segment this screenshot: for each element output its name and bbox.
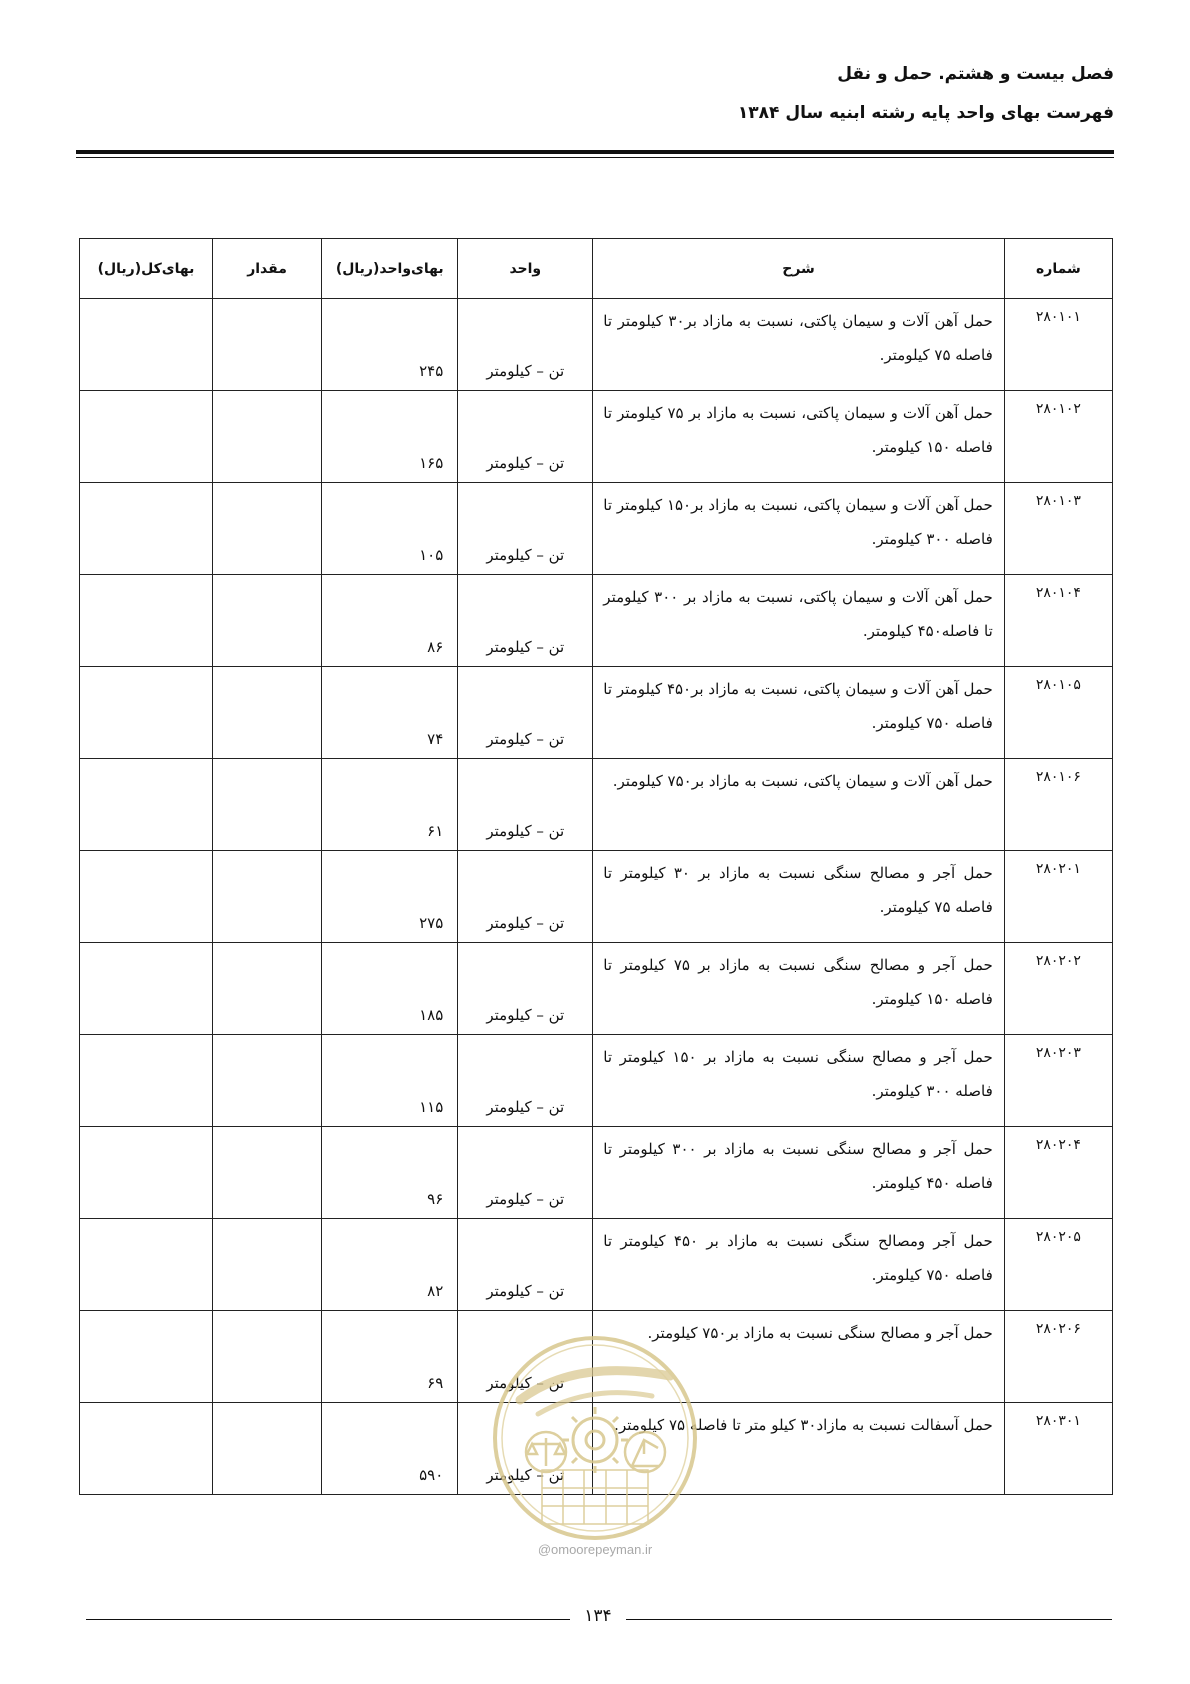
item-total-price [80, 943, 213, 1035]
item-unit: تن – کیلومتر [458, 667, 593, 759]
item-unit: تن – کیلومتر [458, 1127, 593, 1219]
column-header-quantity: مقدار [212, 239, 321, 299]
item-number: ۲۸۰۱۰۵ [1004, 667, 1112, 759]
table-row [80, 759, 1113, 851]
item-description: حمل آجر و مصالح سنگی نسبت به مازاد بر۷۵۰ کیلومتر. [593, 1311, 1004, 1403]
item-description: حمل آجر و مصالح سنگی نسبت به مازاد بر ۳۰۰ کیلومتر تا فاصله ۴۵۰ کیلومتر. [593, 1127, 1004, 1219]
item-unit: تن – کیلومتر [458, 575, 593, 667]
column-header-unit: واحد [458, 239, 593, 299]
item-unit-price: ۲۷۵ [322, 851, 458, 943]
table-header-row [80, 239, 1113, 299]
item-number: ۲۸۰۲۰۴ [1004, 1127, 1112, 1219]
item-unit-price: ۱۰۵ [322, 483, 458, 575]
chapter-title: فصل بیست و هشتم. حمل و نقل [837, 64, 1114, 84]
item-quantity [212, 943, 321, 1035]
item-total-price [80, 759, 213, 851]
item-total-price [80, 391, 213, 483]
item-unit-price: ۱۱۵ [322, 1035, 458, 1127]
item-unit-price: ۱۸۵ [322, 943, 458, 1035]
item-unit: تن – کیلومتر [458, 759, 593, 851]
item-quantity [212, 667, 321, 759]
table-row [80, 575, 1113, 667]
item-unit: تن – کیلومتر [458, 299, 593, 391]
item-number: ۲۸۰۲۰۱ [1004, 851, 1112, 943]
item-total-price [80, 1311, 213, 1403]
footer-rule-left [86, 1619, 570, 1620]
item-quantity [212, 759, 321, 851]
item-number: ۲۸۰۲۰۶ [1004, 1311, 1112, 1403]
item-unit-price: ۲۴۵ [322, 299, 458, 391]
item-unit-price: ۸۲ [322, 1219, 458, 1311]
item-quantity [212, 575, 321, 667]
item-description: حمل آسفالت نسبت به مازاد۳۰ کیلو متر تا فاصله ۷۵ کیلومتر. [593, 1403, 1004, 1495]
item-description: حمل آجر ومصالح سنگی نسبت به مازاد بر ۴۵۰ کیلومتر تا فاصله ۷۵۰ کیلومتر. [593, 1219, 1004, 1311]
item-description: حمل آجر و مصالح سنگی نسبت به مازاد بر ۷۵ کیلومتر تا فاصله ۱۵۰ کیلومتر. [593, 943, 1004, 1035]
item-unit-price: ۶۹ [322, 1311, 458, 1403]
logo-building-grid [542, 1470, 648, 1524]
page-number: ۱۳۴ [584, 1606, 612, 1626]
item-number: ۲۸۰۱۰۲ [1004, 391, 1112, 483]
table-row [80, 391, 1113, 483]
item-quantity [212, 1127, 321, 1219]
item-description: حمل آهن آلات و سیمان پاکتی، نسبت به مازاد بر ۳۰۰ کیلومتر تا فاصله۴۵۰ کیلومتر. [593, 575, 1004, 667]
item-total-price [80, 667, 213, 759]
item-number: ۲۸۰۲۰۳ [1004, 1035, 1112, 1127]
item-description: حمل آهن آلات و سیمان پاکتی، نسبت به مازاد بر۳۰ کیلومتر تا فاصله ۷۵ کیلومتر. [593, 299, 1004, 391]
column-header-unit-price: بهای‌واحد(ریال) [322, 239, 458, 299]
item-total-price [80, 299, 213, 391]
gear-icon [562, 1407, 628, 1473]
column-header-total-price: بهای‌کل(ریال) [80, 239, 213, 299]
item-total-price [80, 483, 213, 575]
price-list-table [79, 238, 1113, 1495]
item-quantity [212, 1035, 321, 1127]
item-quantity [212, 1219, 321, 1311]
table-row [80, 483, 1113, 575]
item-unit-price: ۱۶۵ [322, 391, 458, 483]
item-total-price [80, 575, 213, 667]
item-unit: تن – کیلومتر [458, 943, 593, 1035]
item-total-price [80, 851, 213, 943]
crane-icon [625, 1432, 665, 1472]
item-unit: تن – کیلومتر [458, 1311, 593, 1403]
table-row [80, 943, 1113, 1035]
item-quantity [212, 391, 321, 483]
item-unit-price: ۷۴ [322, 667, 458, 759]
item-number: ۲۸۰۱۰۴ [1004, 575, 1112, 667]
item-number: ۲۸۰۲۰۵ [1004, 1219, 1112, 1311]
item-number: ۲۸۰۱۰۳ [1004, 483, 1112, 575]
item-unit: تن – کیلومتر [458, 1403, 593, 1495]
item-total-price [80, 1219, 213, 1311]
document-subtitle: فهرست بهای واحد پایه رشته ابنیه سال ۱۳۸۴ [737, 103, 1114, 123]
item-quantity [212, 851, 321, 943]
item-description: حمل آهن آلات و سیمان پاکتی، نسبت به مازاد بر۴۵۰ کیلومتر تا فاصله ۷۵۰ کیلومتر. [593, 667, 1004, 759]
item-number: ۲۸۰۱۰۱ [1004, 299, 1112, 391]
item-description: حمل آهن آلات و سیمان پاکتی، نسبت به مازاد بر ۷۵ کیلومتر تا فاصله ۱۵۰ کیلومتر. [593, 391, 1004, 483]
table-row [80, 667, 1113, 759]
column-header-number: شماره [1004, 239, 1112, 299]
column-header-description: شرح [593, 239, 1004, 299]
table-row [80, 851, 1113, 943]
item-description: حمل آهن آلات و سیمان پاکتی، نسبت به مازاد بر۷۵۰ کیلومتر. [593, 759, 1004, 851]
table-row [80, 1035, 1113, 1127]
watermark-url: @omoorepeyman.ir [537, 1542, 653, 1557]
item-unit: تن – کیلومتر [458, 851, 593, 943]
item-description: حمل آهن آلات و سیمان پاکتی، نسبت به مازاد بر۱۵۰ کیلومتر تا فاصله ۳۰۰ کیلومتر. [593, 483, 1004, 575]
item-description: حمل آجر و مصالح سنگی نسبت به مازاد بر ۳۰ کیلومتر تا فاصله ۷۵ کیلومتر. [593, 851, 1004, 943]
item-quantity [212, 299, 321, 391]
footer-rule-right [626, 1619, 1112, 1620]
item-unit: تن – کیلومتر [458, 391, 593, 483]
item-unit: تن – کیلومتر [458, 483, 593, 575]
item-total-price [80, 1035, 213, 1127]
table-row [80, 1127, 1113, 1219]
item-total-price [80, 1127, 213, 1219]
page-header [738, 62, 1114, 125]
item-quantity [212, 483, 321, 575]
item-number: ۲۸۰۳۰۱ [1004, 1403, 1112, 1495]
table-row [80, 299, 1113, 391]
item-quantity [212, 1311, 321, 1403]
item-unit-price: ۸۶ [322, 575, 458, 667]
item-total-price [80, 1403, 213, 1495]
item-unit: تن – کیلومتر [458, 1219, 593, 1311]
item-description: حمل آجر و مصالح سنگی نسبت به مازاد بر ۱۵۰ کیلومتر تا فاصله ۳۰۰ کیلومتر. [593, 1035, 1004, 1127]
header-rule-thick [76, 150, 1114, 154]
item-quantity [212, 1403, 321, 1495]
item-number: ۲۸۰۲۰۲ [1004, 943, 1112, 1035]
item-unit: تن – کیلومتر [458, 1035, 593, 1127]
table-row [80, 1219, 1113, 1311]
omoorepeyman-watermark-logo [480, 1330, 710, 1560]
item-unit-price: ۵۹۰ [322, 1403, 458, 1495]
header-rule-thin [76, 157, 1114, 158]
item-unit-price: ۹۶ [322, 1127, 458, 1219]
item-unit-price: ۶۱ [322, 759, 458, 851]
scales-of-justice-icon [526, 1432, 566, 1472]
item-number: ۲۸۰۱۰۶ [1004, 759, 1112, 851]
